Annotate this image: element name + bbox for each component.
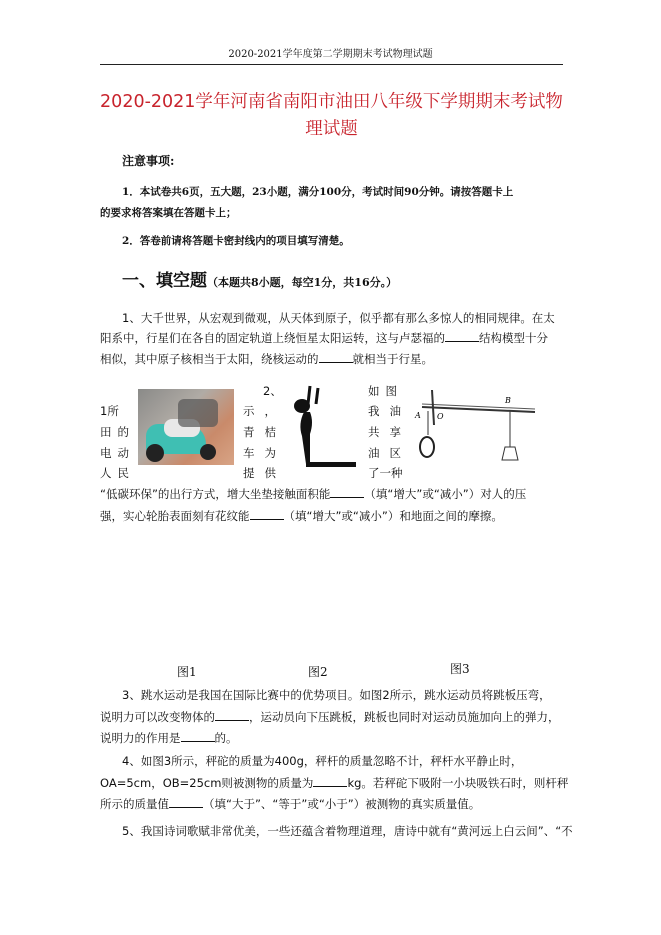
text: 说明力可以改变物体的 <box>100 710 215 724</box>
text: 说明力的作用是 <box>100 731 181 745</box>
q3-line-1: 3、跳水运动是我国在国际比赛中的优势项目。如图2所示，跳水运动员将跳板压弯， <box>122 688 551 702</box>
text: kg。若秤砣下吸附一小块吸铁石时，则杆秤 <box>347 776 569 790</box>
text: 结构模型十分 <box>479 331 548 345</box>
section-note: （本题共8小题，每空1分，共16分。） <box>207 276 398 289</box>
answer-blank[interactable] <box>181 731 215 742</box>
q1-line-1: 1、大千世界，从宏观到微观，从天体到原子，似乎都有那么多惊人的相同规律。在太 <box>122 311 555 325</box>
text: OA=5cm，OB=25cm则被测物的质量为 <box>100 776 314 790</box>
q2-text: 提供 <box>243 466 286 480</box>
q4-line-3 <box>100 796 480 812</box>
figure-3-caption: 图3 <box>450 662 470 676</box>
label-o: O <box>437 412 444 421</box>
answer-blank[interactable] <box>215 710 249 721</box>
answer-blank[interactable] <box>330 487 364 498</box>
header-divider <box>100 64 563 65</box>
text: ，运动员向下压跳板，跳板也同时对运动员施加向上的弹力， <box>249 710 560 724</box>
section-heading <box>122 266 397 291</box>
notice-item-1: 1．本试卷共6页，五大题，23小题，满分100分，考试时间90分钟。请按答题卡上 <box>122 186 514 198</box>
text: 就相当于行星。 <box>352 352 433 366</box>
text: （填“大于”、“等于”或“小于”）被测物的真实质量值。 <box>203 797 481 811</box>
q2-text: 油区 <box>368 446 411 460</box>
q4-line-1: 4、如图3所示，秤砣的质量为400g，秤杆的质量忽略不计，秤杆水平静止时， <box>122 754 523 768</box>
label-b: B <box>505 396 511 405</box>
page-header: 2020-2021学年度第二学期期末考试物理试题 <box>228 49 433 60</box>
figure-1-scooter-photo <box>138 389 234 465</box>
q1-line-2 <box>100 330 548 346</box>
q2-line-2 <box>100 508 503 524</box>
answer-blank[interactable] <box>250 509 284 520</box>
text: “低碳环保”的出行方式，增大坐垫接触面积能 <box>100 487 331 501</box>
q2-text: 示， <box>243 404 286 418</box>
figure-1-caption: 图1 <box>177 665 197 679</box>
q2-text: 1所 <box>100 404 119 418</box>
answer-blank[interactable] <box>169 797 203 808</box>
q2-text: 青桔 <box>243 425 286 439</box>
text: （填“增大”或“减小”）和地面之间的摩擦。 <box>283 509 503 523</box>
q2-text: 我油 <box>368 404 411 418</box>
q1-line-3 <box>100 351 433 367</box>
title-line-1: 2020-2021学年河南省南阳市油田八年级下学期期末考试物 <box>100 92 563 112</box>
q2-text: 人民 <box>100 466 135 480</box>
q2-text: 2、 <box>263 384 282 398</box>
answer-blank[interactable] <box>313 776 347 787</box>
text: 相似，其中原子核相当于太阳，绕核运动的 <box>100 352 319 366</box>
notice-heading: 注意事项: <box>122 154 175 168</box>
section-title: 一、填空题 <box>122 271 207 291</box>
q2-text: 田的 <box>100 425 135 439</box>
q2-line-1 <box>100 486 526 502</box>
q3-line-3 <box>100 730 238 746</box>
label-a: A <box>415 411 421 420</box>
title-line-2: 理试题 <box>305 119 358 139</box>
figure-3-steelyard <box>410 385 540 470</box>
text: 的。 <box>214 731 238 745</box>
q4-line-2 <box>100 775 568 791</box>
notice-item-2: 2．答卷前请将答题卡密封线内的项目填写清楚。 <box>122 235 350 247</box>
answer-blank[interactable] <box>319 352 353 363</box>
figure-2-caption: 图2 <box>308 665 328 679</box>
text: 强，实心轮胎表面刻有花纹能 <box>100 509 250 523</box>
q2-text: 共享 <box>368 425 411 439</box>
q5-line-1: 5、我国诗词歌赋非常优美，一些还蕴含着物理道理，唐诗中就有“黄河远上白云间”、“不 <box>122 824 573 838</box>
text: 阳系中，行星们在各自的固定轨道上绕恒星太阳运转，这与卢瑟福的 <box>100 331 445 345</box>
q3-line-2 <box>100 709 560 725</box>
q2-text: 电动 <box>100 446 135 460</box>
text: 所示的质量值 <box>100 797 169 811</box>
notice-item-1-cont: 的要求将答案填在答题卡上； <box>100 207 237 219</box>
q2-text: 了一种 <box>368 466 403 480</box>
figure-2-diver <box>288 384 358 472</box>
text: （填“增大”或“减小”）对人的压 <box>364 487 527 501</box>
answer-blank[interactable] <box>445 331 479 342</box>
q2-text: 如图 <box>368 384 403 398</box>
q2-text: 车为 <box>243 446 286 460</box>
